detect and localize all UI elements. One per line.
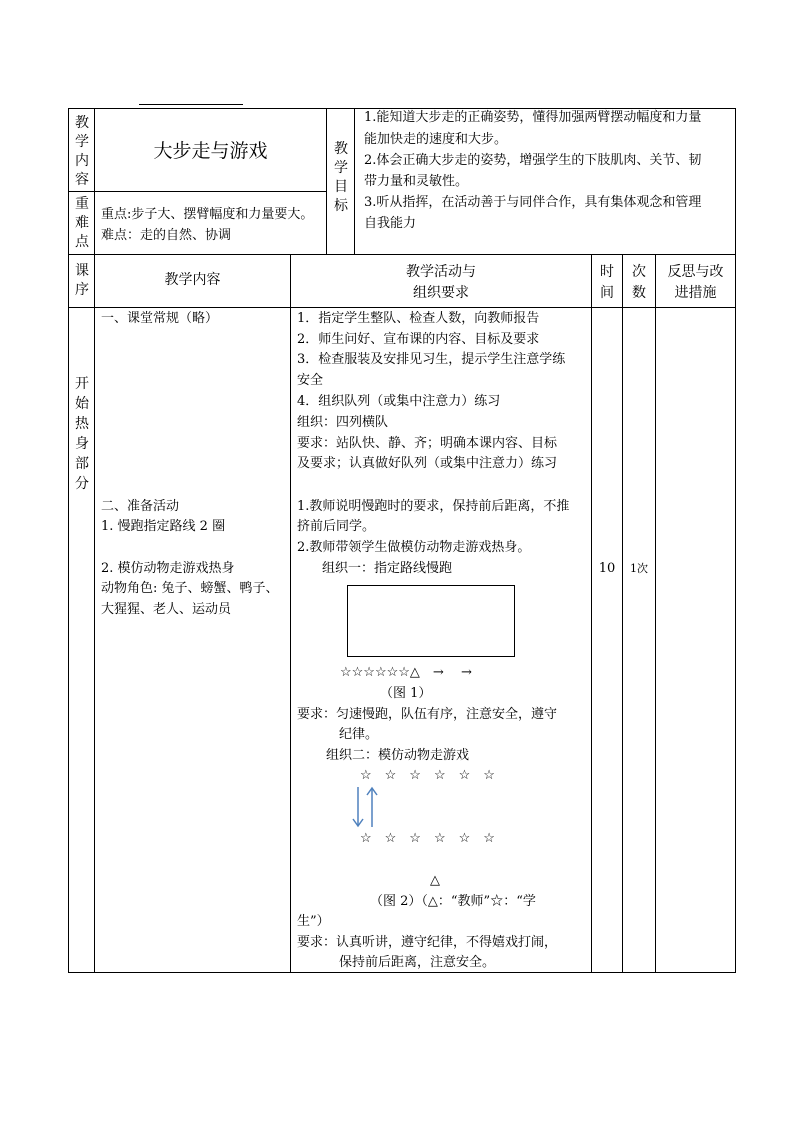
fig1-caption: （图 1） bbox=[380, 686, 432, 701]
col-header-count-1: 次 bbox=[632, 264, 646, 280]
objective-line: 1.能知道大步走的正确姿势，懂得加强两臂摆动幅度和力量 bbox=[364, 110, 702, 125]
activity-line: 及要求；认真做好队列（或集中注意力）练习 bbox=[297, 456, 558, 471]
section-count: 1次 bbox=[630, 562, 648, 575]
fig2-row-bottom: ☆ ☆ ☆ ☆ ☆ ☆ bbox=[360, 831, 495, 846]
activity-line: 要求：站队快、静、齐；明确本课内容、目标 bbox=[297, 436, 558, 451]
activity-line: 1.教师说明慢跑时的要求，保持前后距离，不推 bbox=[297, 499, 570, 514]
activity-line: 4．组织队列（或集中注意力）练习 bbox=[297, 394, 501, 409]
section-name: 开始热身部分 bbox=[75, 376, 89, 492]
label-teaching-content: 教学内容 bbox=[75, 115, 89, 188]
content-line: 动物角色: 兔子、螃蟹、鸭子、 bbox=[101, 581, 279, 596]
org-two-label: 组织二：模仿动物走游戏 bbox=[326, 748, 470, 763]
fig2-caption: （图 2）（△：“教师”☆：“学 bbox=[370, 894, 536, 909]
section-time: 10 bbox=[598, 561, 616, 576]
up-down-arrows-icon bbox=[348, 783, 384, 831]
col-header-count-2: 数 bbox=[632, 285, 646, 301]
objective-line: 带力量和灵敏性。 bbox=[364, 174, 469, 189]
activity-line: 要求：匀速慢跑，队伍有序，注意安全，遵守 bbox=[297, 707, 558, 722]
content-line: 1. 慢跑指定路线 2 圈 bbox=[101, 519, 226, 534]
objective-line: 3.听从指挥，在活动善于与同伴合作，具有集体观念和管理 bbox=[364, 195, 702, 210]
objective-line: 能加快走的速度和大步。 bbox=[364, 132, 508, 147]
col-header-activity-2: 组织要求 bbox=[413, 285, 469, 301]
activity-line: 安全 bbox=[297, 373, 324, 388]
fig2-caption-cont: 生”） bbox=[297, 914, 330, 929]
org-one-label: 组织一：指定路线慢跑 bbox=[322, 561, 453, 576]
objective-line: 自我能力 bbox=[364, 216, 417, 231]
content-line: 一、课堂常规（略） bbox=[101, 311, 219, 326]
label-key-difficult: 重难点 bbox=[75, 196, 89, 250]
content-line: 2. 模仿动物走游戏热身 bbox=[101, 561, 235, 576]
activity-line: 2.教师带领学生做模仿动物走游戏热身。 bbox=[297, 540, 531, 555]
fig2-teacher: △ bbox=[430, 873, 440, 888]
key-point: 重点:步子大、摆臂幅度和力量要大。 bbox=[101, 207, 314, 222]
activity-line: 保持前后距离，注意安全。 bbox=[339, 955, 496, 970]
label-objectives: 教学目标 bbox=[334, 141, 348, 214]
objective-line: 2.体会正确大步走的姿势，增强学生的下肢肌肉、关节、韧 bbox=[364, 153, 702, 168]
activity-line: 2．师生问好、宣布课的内容、目标及要求 bbox=[297, 332, 540, 347]
col-header-time-2: 间 bbox=[600, 285, 614, 301]
activity-line: 组织：四列横队 bbox=[297, 415, 389, 430]
route-rectangle bbox=[347, 585, 515, 657]
top-underline bbox=[139, 104, 243, 105]
activity-line: 要求：认真听讲，遵守纪律，不得嬉戏打闹， bbox=[297, 935, 558, 950]
activity-line: 挤前后同学。 bbox=[297, 519, 376, 534]
fig1-formation: ☆☆☆☆☆☆△ → → bbox=[340, 665, 472, 680]
content-line: 二、准备活动 bbox=[101, 499, 180, 514]
difficult-point: 难点：走的自然、协调 bbox=[101, 228, 232, 243]
col-header-content: 教学内容 bbox=[164, 272, 221, 288]
activity-line: 3．检查服装及安排见习生，提示学生注意学练 bbox=[297, 352, 566, 367]
activity-line: 1．指定学生整队、检查人数，向教师报告 bbox=[297, 311, 540, 326]
col-header-reflection-2: 进措施 bbox=[674, 285, 717, 301]
fig2-row-top: ☆ ☆ ☆ ☆ ☆ ☆ bbox=[360, 768, 495, 783]
col-header-order: 课序 bbox=[75, 263, 89, 298]
lesson-title: 大步走与游戏 bbox=[153, 140, 268, 162]
activity-line: 纪律。 bbox=[339, 727, 379, 742]
col-header-time-1: 时 bbox=[600, 264, 614, 280]
col-header-reflection-1: 反思与改 bbox=[667, 264, 724, 280]
col-header-activity-1: 教学活动与 bbox=[406, 264, 476, 280]
content-line: 大猩猩、老人、运动员 bbox=[101, 602, 232, 617]
